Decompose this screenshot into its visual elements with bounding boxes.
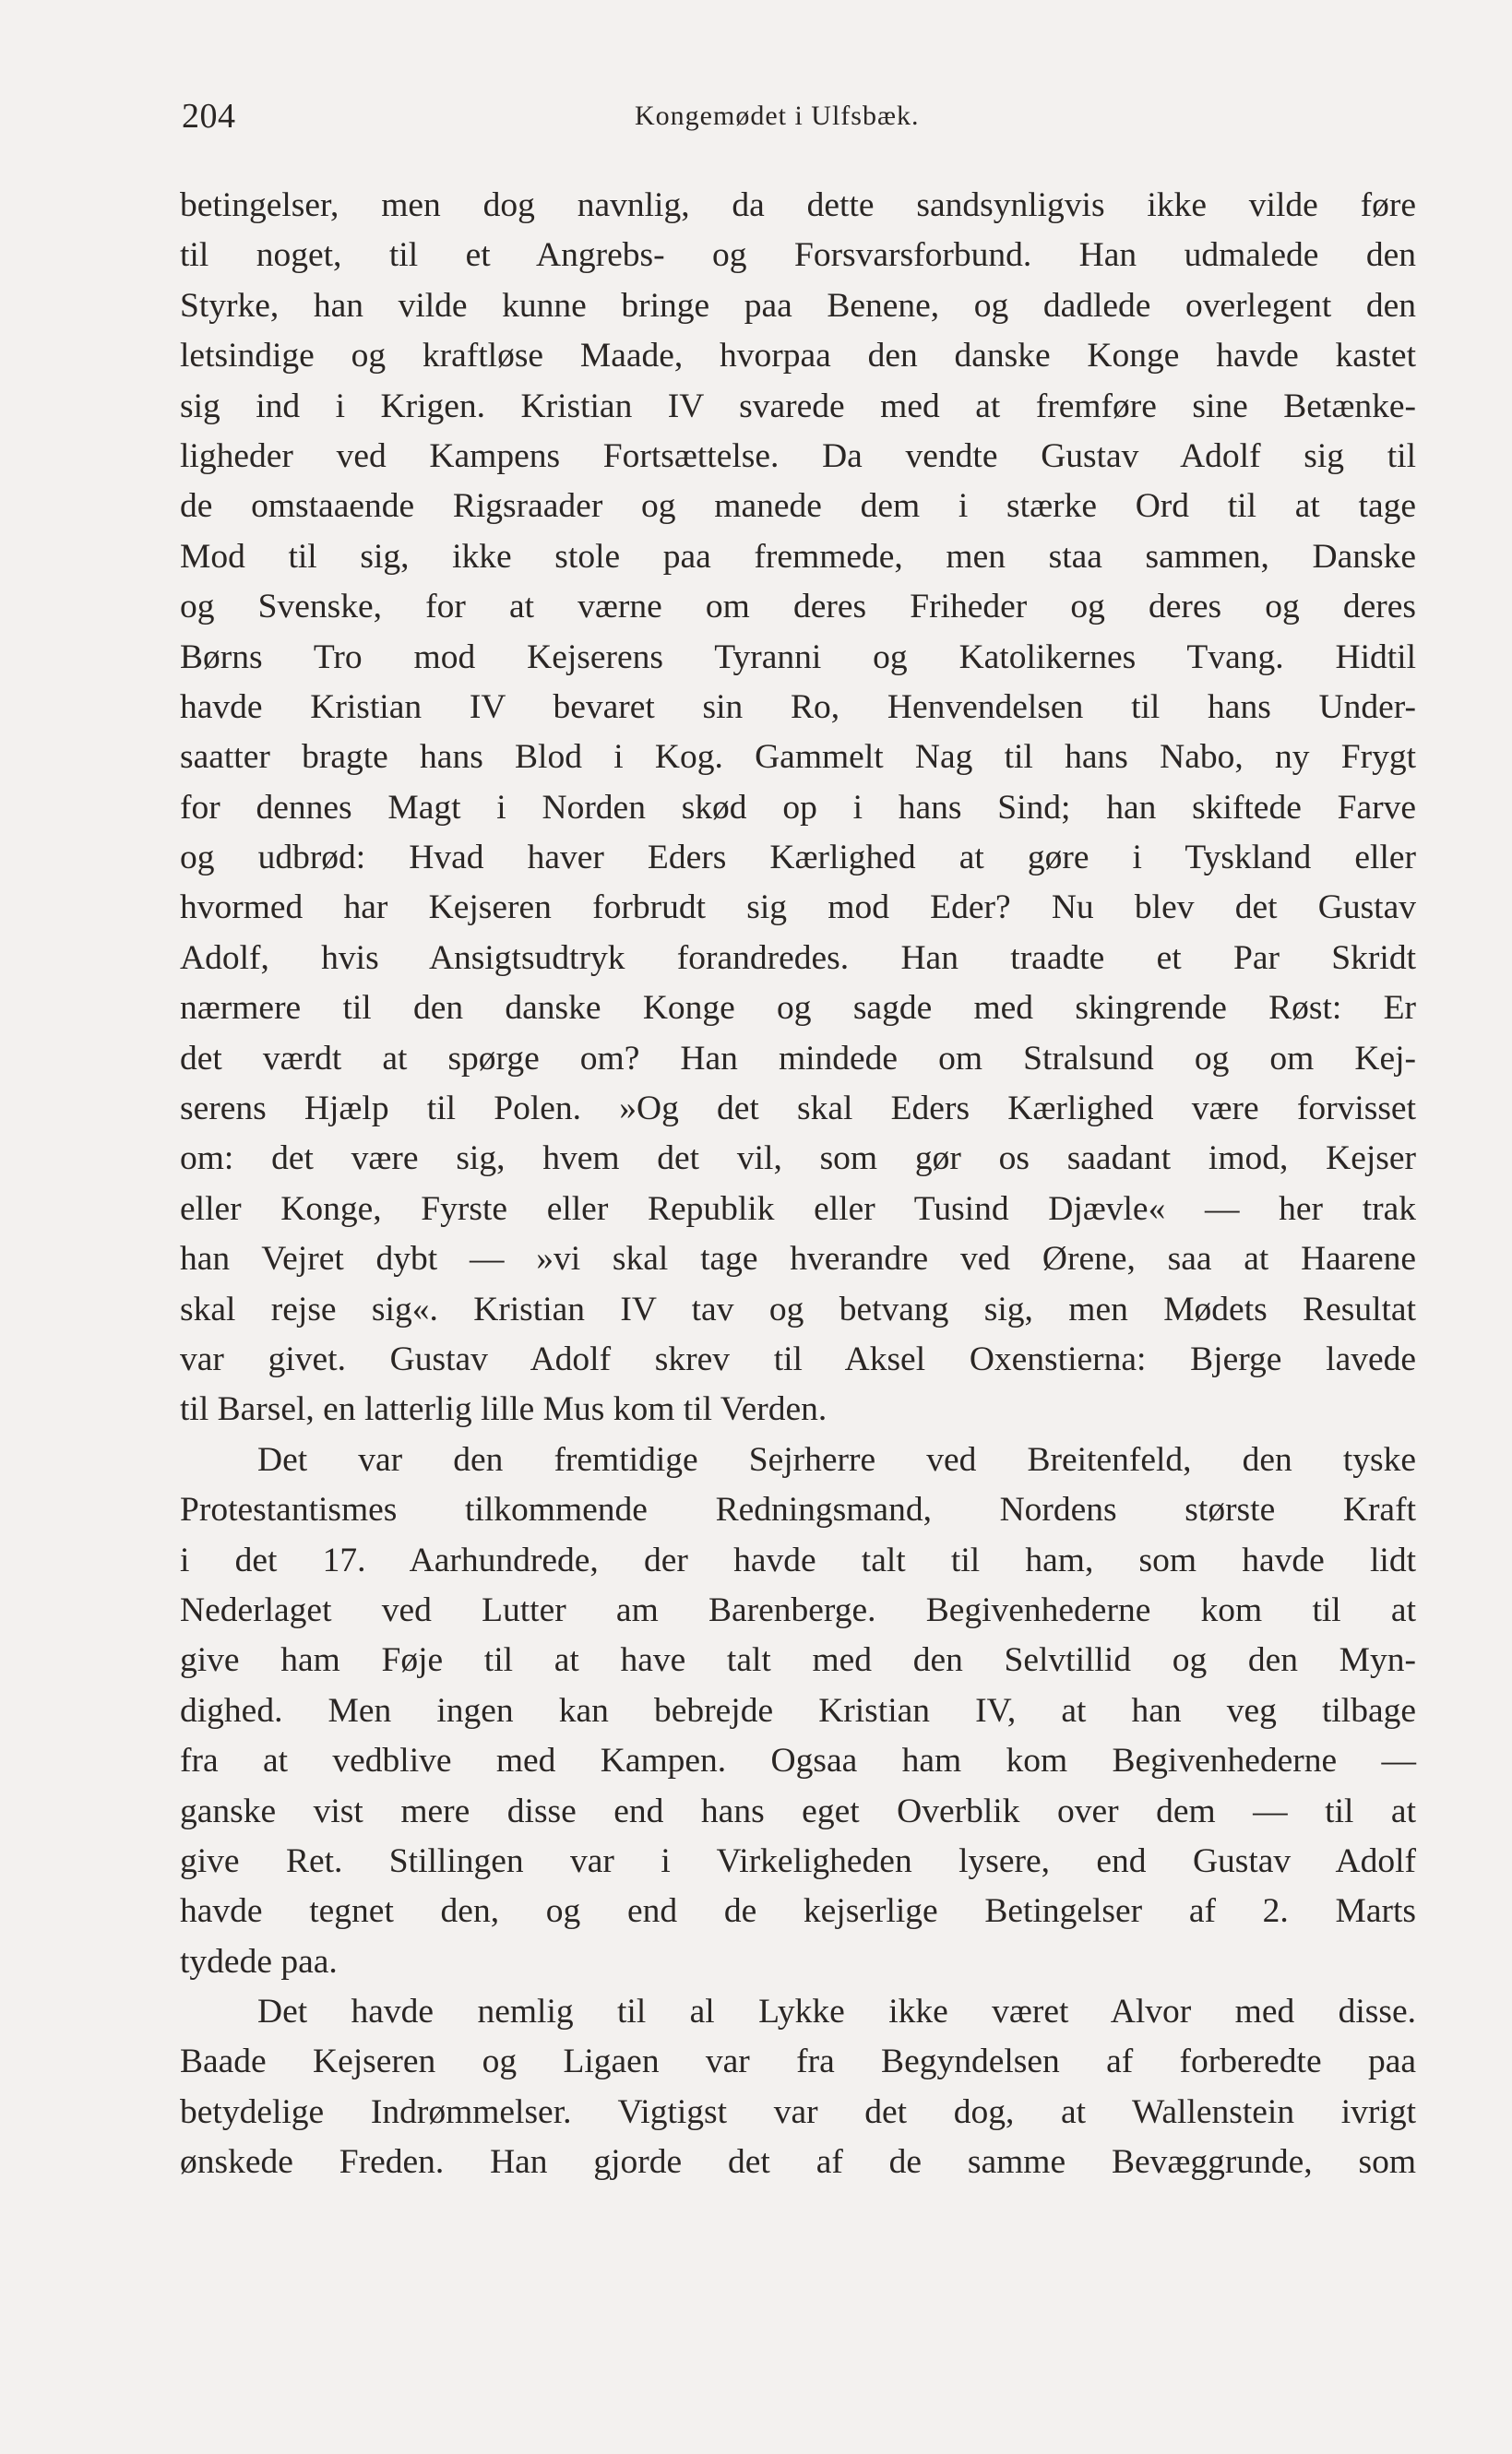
- text-line: havde Kristian IV bevaret sin Ro, Henvendelsen til hans Under-: [180, 687, 1416, 726]
- text-line: i det 17. Aarhundrede, der havde talt til ham, som havde lidt: [180, 1541, 1416, 1579]
- text-line: Protestantismes tilkommende Redningsmand, Nordens største Kraft: [180, 1491, 1416, 1530]
- text-line: letsindige og kraftløse Maade, hvorpaa den danske Konge havde kastet: [180, 337, 1416, 375]
- text-line: Børns Tro mod Kejserens Tyranni og Katolikernes Tvang. Hidtil: [180, 637, 1416, 676]
- text-line: dighed. Men ingen kan bebrejde Kristian IV, at han veg tilbage: [180, 1691, 1416, 1730]
- text-line: om: det være sig, hvem det vil, som gør os saadant imod, Kejser: [180, 1139, 1416, 1178]
- text-line: tydede paa.: [180, 1942, 338, 1981]
- text-line: Nederlaget ved Lutter am Barenberge. Begivenhederne kom til at: [180, 1590, 1416, 1629]
- text-line: for dennes Magt i Norden skød op i hans Sind; han skiftede Farve: [180, 788, 1416, 827]
- text-line: saatter bragte hans Blod i Kog. Gammelt Nag til hans Nabo, ny Frygt: [180, 738, 1416, 777]
- body-text: [180, 181, 1416, 2188]
- text-line: Styrke, han vilde kunne bringe paa Benene, og dadlede overlegent den: [180, 286, 1416, 325]
- text-line: nærmere til den danske Konge og sagde med skingrende Røst: Er: [180, 989, 1416, 1028]
- text-line: til Barsel, en latterlig lille Mus kom til Verden.: [180, 1390, 827, 1429]
- text-line: de omstaaende Rigsraader og manede dem i stærke Ord til at tage: [180, 487, 1416, 526]
- text-line: Det var den fremtidige Sejrherre ved Breitenfeld, den tyske: [257, 1440, 1416, 1479]
- text-line: serens Hjælp til Polen. »Og det skal Eders Kærlighed være forvisset: [180, 1090, 1416, 1128]
- text-line: og udbrød: Hvad haver Eders Kærlighed at gøre i Tyskland eller: [180, 839, 1416, 877]
- text-line: sig ind i Krigen. Kristian IV svarede med at fremføre sine Betænke-: [180, 387, 1416, 425]
- text-line: hvormed har Kejseren forbrudt sig mod Eder? Nu blev det Gustav: [180, 888, 1416, 927]
- text-line: Adolf, hvis Ansigtsudtryk forandredes. Han traadte et Par Skridt: [180, 938, 1416, 977]
- text-line: betingelser, men dog navnlig, da dette sandsynligvis ikke vilde føre: [180, 186, 1416, 224]
- page-number: 204: [182, 97, 236, 136]
- text-line: havde tegnet den, og end de kejserlige Betingelser af 2. Marts: [180, 1892, 1416, 1931]
- text-line: han Vejret dybt — »vi skal tage hverandre ved Ørene, saa at Haarene: [180, 1240, 1416, 1279]
- text-line: ønskede Freden. Han gjorde det af de samme Bevæggrunde, som: [180, 2143, 1416, 2182]
- text-line: til noget, til et Angrebs- og Forsvarsforbund. Han udmalede den: [180, 236, 1416, 275]
- text-line: Mod til sig, ikke stole paa fremmede, men staa sammen, Danske: [180, 537, 1416, 576]
- text-line: betydelige Indrømmelser. Vigtigst var det dog, at Wallenstein ivrigt: [180, 2092, 1416, 2131]
- text-line: ligheder ved Kampens Fortsættelse. Da vendte Gustav Adolf sig til: [180, 436, 1416, 475]
- text-line: fra at vedblive med Kampen. Ogsaa ham kom Begivenhederne —: [180, 1742, 1416, 1781]
- text-line: give ham Føje til at have talt med den Selvtillid og den Myn-: [180, 1641, 1416, 1680]
- text-line: ganske vist mere disse end hans eget Overblik over dem — til at: [180, 1792, 1416, 1830]
- text-line: Baade Kejseren og Ligaen var fra Begyndelsen af forberedte paa: [180, 2043, 1416, 2081]
- text-line: give Ret. Stillingen var i Virkeligheden lysere, end Gustav Adolf: [180, 1841, 1416, 1880]
- text-line: det værdt at spørge om? Han mindede om Stralsund og om Kej-: [180, 1039, 1416, 1078]
- text-line: Det havde nemlig til al Lykke ikke været Alvor med disse.: [257, 1993, 1416, 2031]
- text-line: var givet. Gustav Adolf skrev til Aksel Oxenstierna: Bjerge lavede: [180, 1340, 1416, 1378]
- running-title: Kongemødet i Ulfsbæk.: [635, 101, 920, 131]
- text-line: skal rejse sig«. Kristian IV tav og betvang sig, men Mødets Resultat: [180, 1290, 1416, 1328]
- text-line: og Svenske, for at værne om deres Friheder og deres og deres: [180, 588, 1416, 626]
- text-line: eller Konge, Fyrste eller Republik eller Tusind Djævle« — her trak: [180, 1189, 1416, 1228]
